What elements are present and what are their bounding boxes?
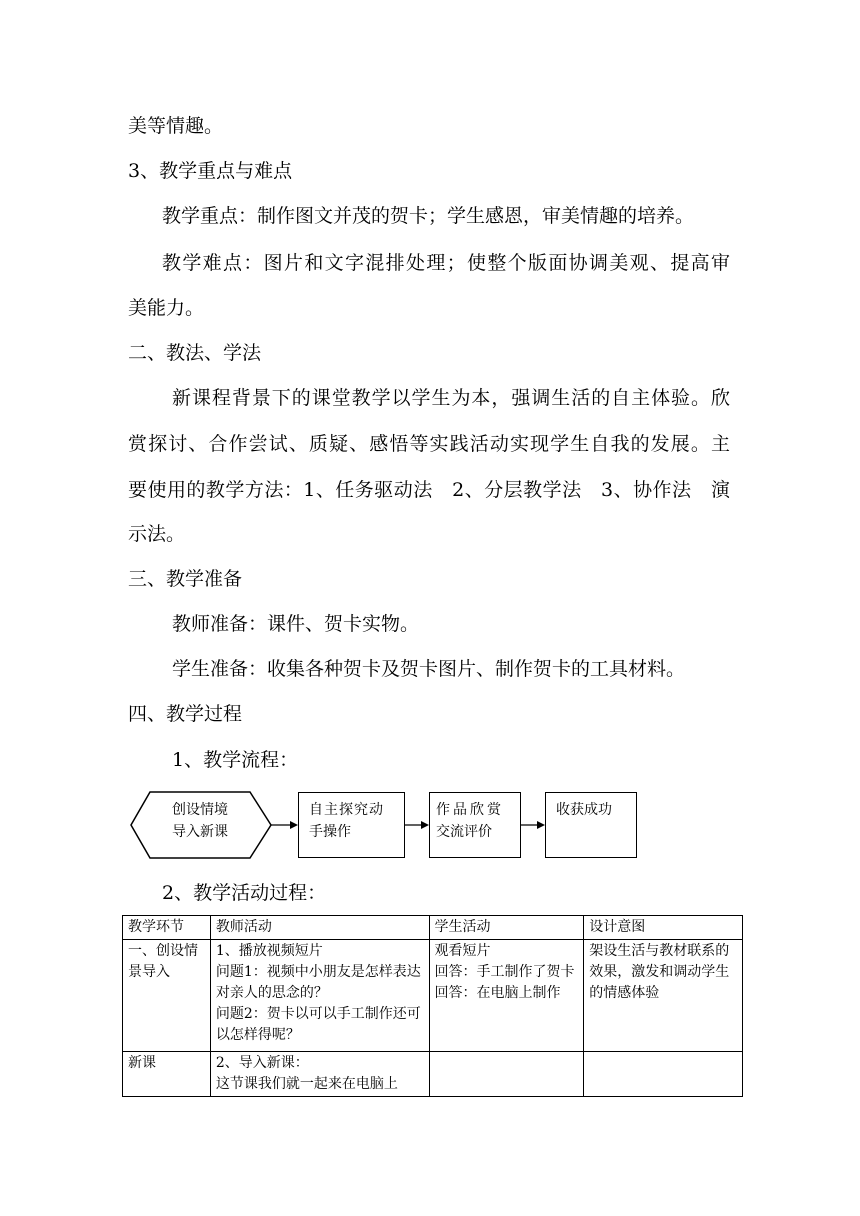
header-design-intent: 设计意图 <box>584 916 743 940</box>
key-point-text: 教学重点：制作图文并茂的贺卡；学生感恩，审美情趣的培养。 <box>162 205 695 227</box>
section-heading-process: 四、教学过程 <box>128 703 243 725</box>
cell-stage: 新课 <box>123 1052 211 1097</box>
header-student-activity: 学生活动 <box>429 916 584 940</box>
section-heading-methods: 二、教法、学法 <box>128 342 262 364</box>
flow-step2-line2: 手操作 <box>309 824 351 840</box>
paragraph-tail: 美等情趣。 <box>128 115 224 137</box>
flow-step2-line1: 自主探究动 <box>309 802 384 818</box>
activity-title: 2、教学活动过程： <box>162 882 327 904</box>
cell-student-activity: 观看短片 回答：手工制作了贺卡 回答：在电脑上制作 <box>429 940 584 1052</box>
activity-table <box>122 915 743 1097</box>
flow-arrowhead-2 <box>421 821 429 829</box>
methods-text-line1: 新课程背景下的课堂教学以学生为本，强调生活的自主体验。欣 <box>172 387 730 409</box>
section-heading-preparation: 三、教学准备 <box>128 568 243 590</box>
section-heading-key-points: 3、教学重点与难点 <box>128 160 293 182</box>
difficulty-text-line2: 美能力。 <box>128 297 205 319</box>
flow-arrowhead-1 <box>290 821 298 829</box>
header-stage: 教学环节 <box>123 916 211 940</box>
flow-arrowhead-3 <box>537 821 545 829</box>
flow-step4-label: 收获成功 <box>556 802 612 818</box>
teacher-preparation: 教师准备：课件、贺卡实物。 <box>172 613 420 635</box>
methods-text-line3: 要使用的教学方法：1、任务驱动法 2、分层教学法 3、协作法 演 <box>128 479 730 501</box>
cell-teacher-activity: 1、播放视频短片 问题1：视频中小朋友是怎样表达对亲人的思念的？ 问题2：贺卡以可以手工制作还可以怎样得呢？ <box>210 940 429 1052</box>
flow-step3-box <box>429 792 521 858</box>
cell-student-activity <box>429 1052 584 1097</box>
header-teacher-activity: 教师活动 <box>210 916 429 940</box>
flow-step1-line1: 创设情境 <box>172 802 228 818</box>
flow-title: 1、教学流程： <box>172 749 299 771</box>
cell-teacher-activity: 2、导入新课： 这节课我们就一起来在电脑上 <box>210 1052 429 1097</box>
methods-text-line2: 赏探讨、合作尝试、质疑、感悟等实践活动实现学生自我的发展。主 <box>128 433 730 455</box>
cell-design-intent <box>584 1052 743 1097</box>
flow-step4-box <box>545 792 637 858</box>
table-header-row <box>123 916 743 940</box>
flow-step3-line1: 作品欣赏 <box>436 802 504 818</box>
cell-design-intent: 架设生活与教材联系的效果，激发和调动学生的情感体验 <box>584 940 743 1052</box>
methods-text-line4: 示法。 <box>128 523 186 545</box>
flow-step2-box <box>298 792 405 858</box>
cell-stage: 一、创设情 景导入 <box>123 940 211 1052</box>
difficulty-text-line1: 教学难点：图片和文字混排处理；使整个版面协调美观、提高审 <box>162 252 730 274</box>
flow-step1-line2: 导入新课 <box>172 824 228 840</box>
table-row <box>123 940 743 1052</box>
student-preparation: 学生准备：收集各种贺卡及贺卡图片、制作贺卡的工具材料。 <box>172 658 686 680</box>
table-row <box>123 1052 743 1097</box>
flow-step3-line2: 交流评价 <box>436 824 492 840</box>
flow-step1-label <box>150 799 250 843</box>
